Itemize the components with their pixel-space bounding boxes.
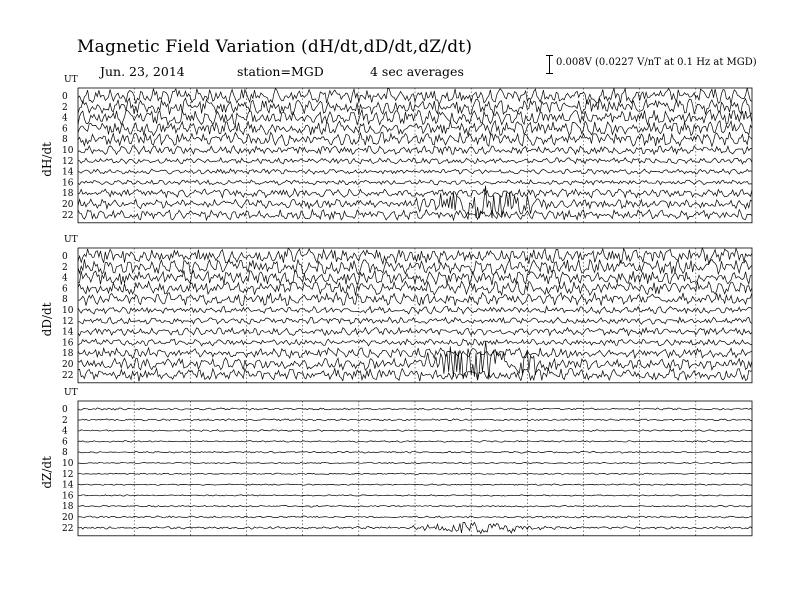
averaging-label: 4 sec averages bbox=[370, 64, 464, 79]
panel-dH-dt bbox=[40, 75, 752, 223]
hour-label: 16 bbox=[62, 178, 74, 189]
hour-label: 2 bbox=[62, 415, 68, 426]
hour-label: 4 bbox=[62, 426, 68, 437]
hour-label: 20 bbox=[62, 360, 74, 370]
chart-title: Magnetic Field Variation (dH/dt,dD/dt,dZ/dt) bbox=[77, 37, 473, 57]
hour-label: 4 bbox=[62, 273, 68, 284]
hour-label: 12 bbox=[62, 156, 74, 167]
hour-label: 22 bbox=[62, 370, 74, 381]
hour-label: 0 bbox=[62, 405, 68, 415]
hour-label: 22 bbox=[62, 523, 74, 534]
panel-dD-dt bbox=[40, 235, 752, 383]
hour-label: 10 bbox=[62, 459, 74, 469]
hour-label: 12 bbox=[62, 469, 74, 480]
hour-label: 0 bbox=[62, 92, 68, 102]
ut-label: UT bbox=[64, 388, 78, 398]
trace-row bbox=[78, 451, 752, 453]
hour-label: 6 bbox=[62, 124, 68, 135]
hour-label: 14 bbox=[62, 480, 74, 491]
trace-row bbox=[78, 473, 752, 474]
trace-row bbox=[78, 248, 752, 264]
ut-label: UT bbox=[64, 235, 78, 245]
hour-label: 4 bbox=[62, 113, 68, 124]
trace-row bbox=[78, 462, 752, 463]
hour-label: 16 bbox=[62, 491, 74, 502]
hour-label: 6 bbox=[62, 437, 68, 448]
trace-row bbox=[78, 146, 752, 155]
hour-label: 18 bbox=[62, 502, 74, 513]
hour-label: 0 bbox=[62, 252, 68, 262]
hour-label: 6 bbox=[62, 284, 68, 295]
hour-label: 2 bbox=[62, 102, 68, 113]
trace-row bbox=[78, 306, 752, 314]
component-label: dD/dt bbox=[40, 302, 54, 337]
date-label: Jun. 23, 2014 bbox=[100, 64, 185, 79]
hour-label: 2 bbox=[62, 262, 68, 273]
hour-label: 16 bbox=[62, 338, 74, 349]
hour-label: 10 bbox=[62, 146, 74, 156]
trace-row bbox=[78, 441, 752, 443]
hour-label: 8 bbox=[62, 135, 68, 146]
station-label: station=MGD bbox=[237, 64, 324, 79]
hour-label: 22 bbox=[62, 210, 74, 221]
hour-label: 8 bbox=[62, 448, 68, 459]
hour-label: 14 bbox=[62, 167, 74, 178]
hour-label: 18 bbox=[62, 189, 74, 200]
hour-label: 20 bbox=[62, 513, 74, 523]
component-label: dH/dt bbox=[40, 142, 54, 177]
hour-label: 20 bbox=[62, 200, 74, 210]
hour-label: 10 bbox=[62, 306, 74, 316]
panel-dZ-dt bbox=[40, 388, 752, 536]
trace-row bbox=[78, 270, 752, 285]
ut-label: UT bbox=[64, 75, 78, 85]
trace-row bbox=[78, 180, 752, 185]
hour-label: 18 bbox=[62, 349, 74, 360]
hour-label: 12 bbox=[62, 316, 74, 327]
scale-note: 0.008V (0.0227 V/nT at 0.1 Hz at MGD) bbox=[556, 57, 757, 68]
component-label: dZ/dt bbox=[40, 456, 54, 489]
hour-label: 8 bbox=[62, 295, 68, 306]
hour-label: 14 bbox=[62, 327, 74, 338]
